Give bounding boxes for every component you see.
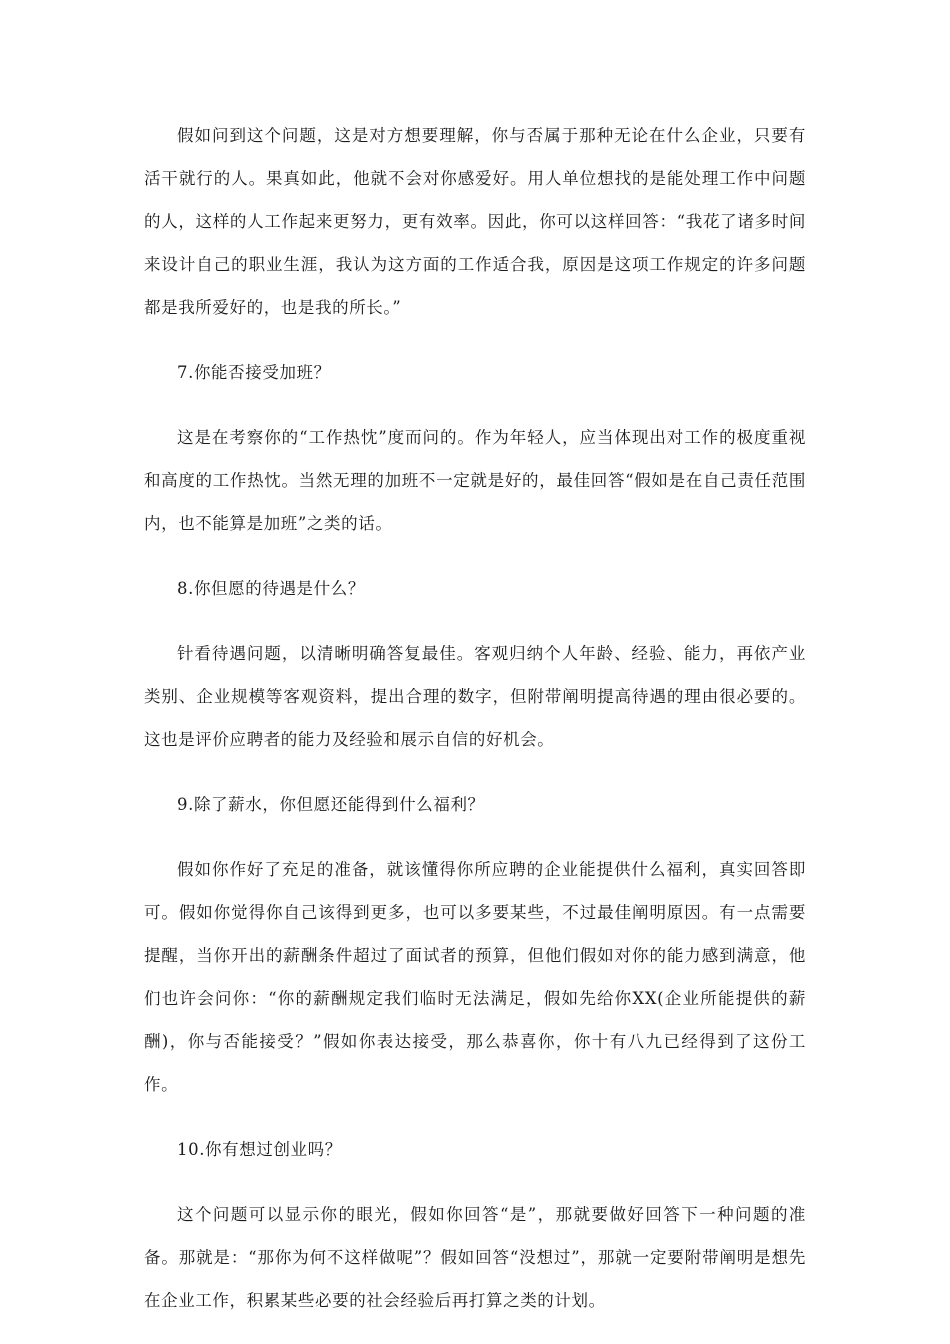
document-body [144,114,806,1344]
paragraph: 这个问题可以显示你的眼光，假如你回答“是”，那就要做好回答下一种问题的准备。那就是：“那你为何不这样做呢”？假如回答“没想过”，那就一定要附带阐明是想先在企业工作，积累某些必要的社会经验后再打算之类的计划。 [144,1205,806,1310]
paragraph: 针看待遇问题，以清晰明确答复最佳。客观归纳个人年龄、经验、能力，再依产业类别、企业规模等客观资料，提出合理的数字，但附带阐明提高待遇的理由很必要的。这也是评价应聘者的能力及经验和展示自信的好机会。 [144,644,806,749]
question-heading: 10.你有想过创业吗？ [177,1140,342,1159]
paragraph: 假如问到这个问题，这是对方想要理解，你与否属于那种无论在什么企业，只要有活干就行的人。果真如此，他就不会对你感爱好。用人单位想找的是能处理工作中问题的人，这样的人工作起来更努力，更有效率。因此，你可以这样回答：“我花了诸多时间来设计自己的职业生涯，我认为这方面的工作适合我，原因是这项工作规定的许多问题都是我所爱好的，也是我的所长。” [144,126,806,317]
question-heading: 8.你但愿的待遇是什么？ [177,579,365,598]
paragraph: 假如你作好了充足的准备，就该懂得你所应聘的企业能提供什么福利，真实回答即可。假如你觉得你自己该得到更多，也可以多要某些，不过最佳阐明原因。有一点需要提醒，当你开出的薪酬条件超过了面试者的预算，但他们假如对你的能力感到满意，他们也许会问你：“你的薪酬规定我们临时无法满足，假如先给你XX(企业所能提供的薪酬)，你与否能接受？”假如你表达接受，那么恭喜你，你十有八九已经得到了这份工作。 [144,860,806,1094]
question-heading: 7.你能否接受加班？ [177,363,331,382]
question-heading: 9.除了薪水，你但愿还能得到什么福利？ [177,795,485,814]
paragraph: 这是在考察你的“工作热忱”度而问的。作为年轻人，应当体现出对工作的极度重视和高度的工作热忱。当然无理的加班不一定就是好的，最佳回答“假如是在自己责任范围内，也不能算是加班”之类的话。 [144,428,806,533]
